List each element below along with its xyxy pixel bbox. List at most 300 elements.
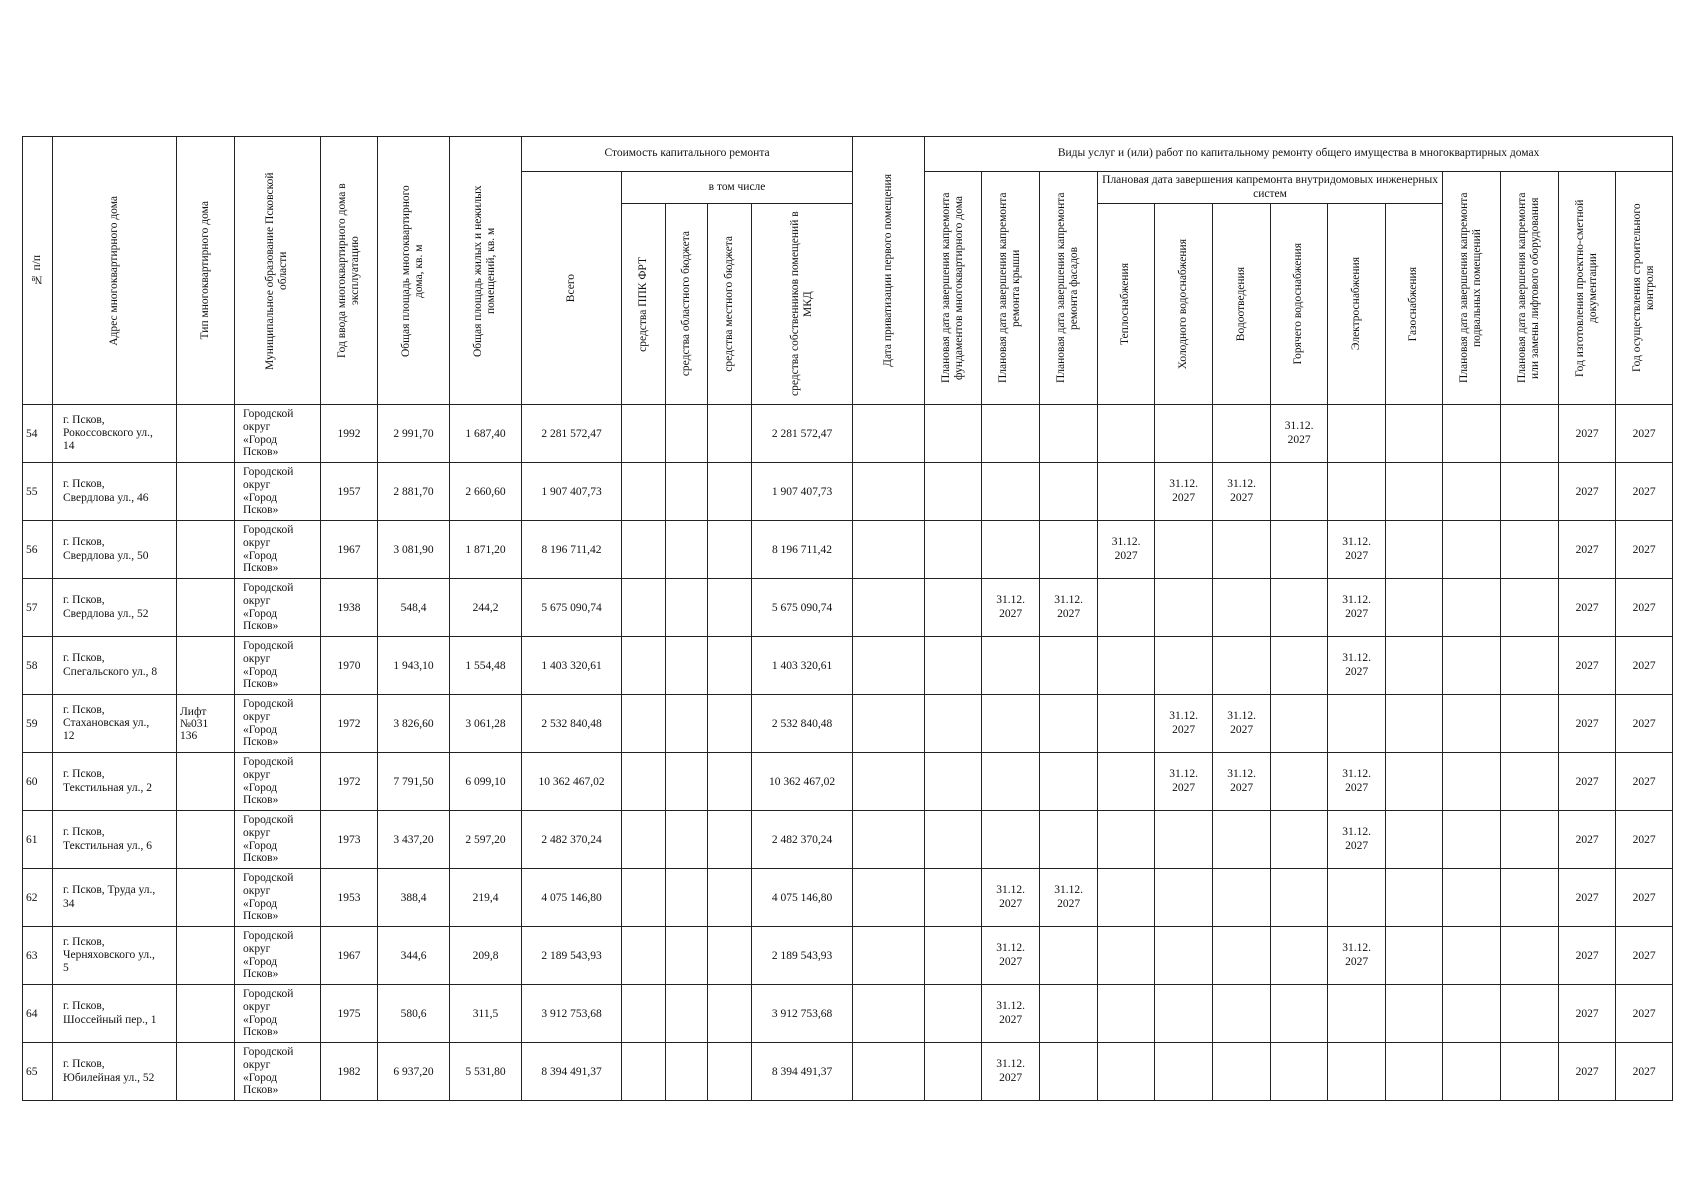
cell-sewer bbox=[1213, 579, 1271, 637]
table-row bbox=[23, 521, 1673, 579]
cell-ppk bbox=[622, 579, 666, 637]
cell-owners: 3 912 753,68 bbox=[752, 985, 853, 1043]
table-row bbox=[23, 405, 1673, 463]
cell-foundation bbox=[925, 521, 982, 579]
cell-type bbox=[177, 463, 235, 521]
cell-privat-date bbox=[853, 753, 925, 811]
header-address: Адрес многоквартирного дома bbox=[53, 137, 177, 405]
header-roof: Плановая дата завершения капремонта ремонта крыши bbox=[982, 172, 1040, 405]
cell-local bbox=[708, 521, 752, 579]
cell-hot-water: 31.12. 2027 bbox=[1271, 405, 1328, 463]
cell-basement bbox=[1443, 405, 1501, 463]
cell-year: 1967 bbox=[321, 927, 378, 985]
cell-line: г. Псков, bbox=[63, 652, 105, 665]
cell-address bbox=[53, 521, 177, 579]
cell-design-year: 2027 bbox=[1559, 405, 1616, 463]
cell-basement bbox=[1443, 463, 1501, 521]
cell-address bbox=[53, 405, 177, 463]
cell-year: 1957 bbox=[321, 463, 378, 521]
cell-line: «Город bbox=[243, 1013, 278, 1026]
cell-line: округ bbox=[243, 1000, 271, 1013]
cell-heat bbox=[1098, 985, 1155, 1043]
cell-cold-water bbox=[1155, 927, 1213, 985]
cell-type bbox=[177, 811, 235, 869]
cell-line: Городской bbox=[243, 640, 294, 653]
cell-living-area: 1 687,40 bbox=[450, 405, 522, 463]
cell-lift bbox=[1501, 753, 1559, 811]
cell-total: 1 403 320,61 bbox=[522, 637, 622, 695]
cell-gas bbox=[1386, 405, 1443, 463]
cell-line: округ bbox=[243, 884, 271, 897]
cell-construction-year: 2027 bbox=[1616, 521, 1673, 579]
cell-sewer bbox=[1213, 869, 1271, 927]
cell-electric: 31.12. 2027 bbox=[1328, 579, 1386, 637]
header-local: средства местного бюджета bbox=[708, 204, 752, 405]
cell-ppk bbox=[622, 521, 666, 579]
cell-line: округ bbox=[243, 652, 271, 665]
cell-regional bbox=[666, 811, 708, 869]
cell-construction-year: 2027 bbox=[1616, 927, 1673, 985]
cell-construction-year: 2027 bbox=[1616, 753, 1673, 811]
table-row bbox=[23, 811, 1673, 869]
header-num: № п/п bbox=[23, 137, 53, 405]
cell-construction-year: 2027 bbox=[1616, 1043, 1673, 1101]
cell-total-area: 3 437,20 bbox=[378, 811, 450, 869]
header-privatization-date: Дата приватизации первого помещения bbox=[853, 137, 925, 405]
cell-regional bbox=[666, 753, 708, 811]
cell-heat bbox=[1098, 927, 1155, 985]
cell-address bbox=[53, 869, 177, 927]
cell-cold-water bbox=[1155, 811, 1213, 869]
cell-cold-water: 31.12. 2027 bbox=[1155, 695, 1213, 753]
cell-privat-date bbox=[853, 405, 925, 463]
table-body bbox=[23, 405, 1673, 1101]
cell-line: Рокоссовского ул., bbox=[63, 426, 153, 439]
cell-address bbox=[53, 1043, 177, 1101]
cell-foundation bbox=[925, 637, 982, 695]
cell-living-area: 244,2 bbox=[450, 579, 522, 637]
cell-facade bbox=[1040, 811, 1098, 869]
header-type: Тип многоквартирного дома bbox=[177, 137, 235, 405]
cell-hot-water bbox=[1271, 1043, 1328, 1101]
cell-line: №031 bbox=[180, 717, 209, 730]
cell-sewer bbox=[1213, 927, 1271, 985]
cell-line: 5 bbox=[63, 962, 69, 975]
cell-line: округ bbox=[243, 710, 271, 723]
cell-line: Псков» bbox=[243, 446, 279, 459]
cell-municipality bbox=[235, 521, 321, 579]
header-facade: Плановая дата завершения капремонта ремонта фасадов bbox=[1040, 172, 1098, 405]
cell-privat-date bbox=[853, 579, 925, 637]
cell-line: округ bbox=[243, 594, 271, 607]
cell-total: 1 907 407,73 bbox=[522, 463, 622, 521]
cell-line: «Город bbox=[243, 781, 278, 794]
cell-type bbox=[177, 753, 235, 811]
cell-line: Спегальского ул., 8 bbox=[63, 665, 158, 678]
cell-regional bbox=[666, 521, 708, 579]
cell-num: 57 bbox=[23, 579, 53, 637]
cell-address bbox=[53, 753, 177, 811]
cell-address bbox=[53, 927, 177, 985]
cell-line: Псков» bbox=[243, 1084, 279, 1097]
cell-address bbox=[53, 637, 177, 695]
cell-sewer bbox=[1213, 405, 1271, 463]
cell-living-area: 6 099,10 bbox=[450, 753, 522, 811]
cell-line: Городской bbox=[243, 698, 294, 711]
cell-lift bbox=[1501, 695, 1559, 753]
cell-roof bbox=[982, 637, 1040, 695]
cell-cold-water: 31.12. 2027 bbox=[1155, 463, 1213, 521]
cell-foundation bbox=[925, 811, 982, 869]
cell-owners: 5 675 090,74 bbox=[752, 579, 853, 637]
cell-line: Городской bbox=[243, 872, 294, 885]
cell-living-area: 209,8 bbox=[450, 927, 522, 985]
cell-line: «Город bbox=[243, 955, 278, 968]
table-row bbox=[23, 463, 1673, 521]
cell-heat bbox=[1098, 753, 1155, 811]
cell-roof: 31.12. 2027 bbox=[982, 985, 1040, 1043]
cell-design-year: 2027 bbox=[1559, 463, 1616, 521]
cell-year: 1953 bbox=[321, 869, 378, 927]
cell-electric: 31.12. 2027 bbox=[1328, 811, 1386, 869]
cell-facade bbox=[1040, 985, 1098, 1043]
cell-electric bbox=[1328, 1043, 1386, 1101]
cell-line: 12 bbox=[63, 730, 75, 743]
cell-construction-year: 2027 bbox=[1616, 869, 1673, 927]
cell-line: 136 bbox=[180, 729, 198, 742]
cell-sewer bbox=[1213, 637, 1271, 695]
cell-sewer bbox=[1213, 985, 1271, 1043]
cell-ppk bbox=[622, 463, 666, 521]
cell-hot-water bbox=[1271, 985, 1328, 1043]
cell-design-year: 2027 bbox=[1559, 637, 1616, 695]
cell-design-year: 2027 bbox=[1559, 753, 1616, 811]
cell-local bbox=[708, 695, 752, 753]
header-lift: Плановая дата завершения капремонта или замены лифтового оборудования bbox=[1501, 172, 1559, 405]
cell-privat-date bbox=[853, 463, 925, 521]
cell-num: 65 bbox=[23, 1043, 53, 1101]
cell-basement bbox=[1443, 985, 1501, 1043]
cell-heat: 31.12. 2027 bbox=[1098, 521, 1155, 579]
cell-municipality bbox=[235, 579, 321, 637]
cell-line: «Город bbox=[243, 897, 278, 910]
table-row bbox=[23, 927, 1673, 985]
cell-gas bbox=[1386, 811, 1443, 869]
cell-living-area: 1 554,48 bbox=[450, 637, 522, 695]
cell-ppk bbox=[622, 985, 666, 1043]
cell-line: «Город bbox=[243, 491, 278, 504]
cell-total-area: 7 791,50 bbox=[378, 753, 450, 811]
header-foundation: Плановая дата завершения капремонта фундаментов многоквартирного дома bbox=[925, 172, 982, 405]
cell-sewer bbox=[1213, 1043, 1271, 1101]
cell-roof bbox=[982, 521, 1040, 579]
cell-foundation bbox=[925, 985, 982, 1043]
cell-line: Псков» bbox=[243, 968, 279, 981]
cell-regional bbox=[666, 985, 708, 1043]
header-basement: Плановая дата завершения капремонта подвальных помещений bbox=[1443, 172, 1501, 405]
cell-roof bbox=[982, 463, 1040, 521]
cell-living-area: 2 660,60 bbox=[450, 463, 522, 521]
header-gas: Газоснабжения bbox=[1386, 204, 1443, 405]
cell-facade bbox=[1040, 405, 1098, 463]
cell-hot-water bbox=[1271, 463, 1328, 521]
cell-electric: 31.12. 2027 bbox=[1328, 927, 1386, 985]
cell-gas bbox=[1386, 985, 1443, 1043]
cell-sewer: 31.12. 2027 bbox=[1213, 753, 1271, 811]
cell-design-year: 2027 bbox=[1559, 927, 1616, 985]
cell-line: Городской bbox=[243, 930, 294, 943]
header-year: Год ввода многоквартирного дома в эксплуатацию bbox=[321, 137, 378, 405]
cell-regional bbox=[666, 927, 708, 985]
cell-ppk bbox=[622, 811, 666, 869]
cell-local bbox=[708, 579, 752, 637]
cell-electric bbox=[1328, 695, 1386, 753]
cell-num: 59 bbox=[23, 695, 53, 753]
cell-heat bbox=[1098, 869, 1155, 927]
cell-basement bbox=[1443, 869, 1501, 927]
cell-line: Городской bbox=[243, 582, 294, 595]
cell-year: 1972 bbox=[321, 695, 378, 753]
cell-year: 1938 bbox=[321, 579, 378, 637]
cell-total: 2 281 572,47 bbox=[522, 405, 622, 463]
cell-construction-year: 2027 bbox=[1616, 637, 1673, 695]
cell-basement bbox=[1443, 695, 1501, 753]
cell-line: Псков» bbox=[243, 736, 279, 749]
cell-gas bbox=[1386, 1043, 1443, 1101]
cell-line: г. Псков, bbox=[63, 768, 105, 781]
header-sewer: Водоотведения bbox=[1213, 204, 1271, 405]
cell-design-year: 2027 bbox=[1559, 1043, 1616, 1101]
cell-total: 8 196 711,42 bbox=[522, 521, 622, 579]
cell-design-year: 2027 bbox=[1559, 811, 1616, 869]
cell-facade: 31.12. 2027 bbox=[1040, 579, 1098, 637]
cell-line: Псков» bbox=[243, 910, 279, 923]
cell-hot-water bbox=[1271, 695, 1328, 753]
cell-construction-year: 2027 bbox=[1616, 579, 1673, 637]
cell-type bbox=[177, 579, 235, 637]
cell-year: 1992 bbox=[321, 405, 378, 463]
cell-total-area: 3 081,90 bbox=[378, 521, 450, 579]
cell-lift bbox=[1501, 463, 1559, 521]
cell-owners: 4 075 146,80 bbox=[752, 869, 853, 927]
cell-type bbox=[177, 405, 235, 463]
table-row bbox=[23, 985, 1673, 1043]
cell-ppk bbox=[622, 695, 666, 753]
cell-cold-water: 31.12. 2027 bbox=[1155, 753, 1213, 811]
cell-living-area: 2 597,20 bbox=[450, 811, 522, 869]
cell-foundation bbox=[925, 1043, 982, 1101]
cell-owners: 8 394 491,37 bbox=[752, 1043, 853, 1101]
cell-basement bbox=[1443, 927, 1501, 985]
cell-line: Текстильная ул., 6 bbox=[63, 839, 153, 852]
cell-foundation bbox=[925, 579, 982, 637]
cell-regional bbox=[666, 869, 708, 927]
cell-facade bbox=[1040, 1043, 1098, 1101]
cell-roof bbox=[982, 811, 1040, 869]
cell-line: Городской bbox=[243, 814, 294, 827]
cell-roof bbox=[982, 753, 1040, 811]
cell-gas bbox=[1386, 521, 1443, 579]
cell-municipality bbox=[235, 463, 321, 521]
cell-electric bbox=[1328, 985, 1386, 1043]
cell-gas bbox=[1386, 637, 1443, 695]
cell-municipality bbox=[235, 695, 321, 753]
cell-heat bbox=[1098, 637, 1155, 695]
header-construction-year: Год осуществления строительного контроля bbox=[1616, 172, 1673, 405]
cell-total: 5 675 090,74 bbox=[522, 579, 622, 637]
cell-line: Городской bbox=[243, 756, 294, 769]
cell-ppk bbox=[622, 1043, 666, 1101]
header-systems-group: Плановая дата завершения капремонта внутридомовых инженерных систем bbox=[1098, 172, 1443, 204]
cell-privat-date bbox=[853, 811, 925, 869]
cell-cold-water bbox=[1155, 579, 1213, 637]
cell-privat-date bbox=[853, 637, 925, 695]
cell-owners: 2 482 370,24 bbox=[752, 811, 853, 869]
cell-line: Свердлова ул., 46 bbox=[63, 491, 149, 504]
cell-address bbox=[53, 985, 177, 1043]
cell-municipality bbox=[235, 927, 321, 985]
cell-line: «Город bbox=[243, 607, 278, 620]
cell-municipality bbox=[235, 869, 321, 927]
cell-type bbox=[177, 869, 235, 927]
cell-foundation bbox=[925, 869, 982, 927]
cell-gas bbox=[1386, 463, 1443, 521]
cell-line: г. Псков, Труда ул., bbox=[63, 884, 156, 897]
cell-line: Псков» bbox=[243, 504, 279, 517]
cell-gas bbox=[1386, 927, 1443, 985]
cell-num: 64 bbox=[23, 985, 53, 1043]
cell-total: 10 362 467,02 bbox=[522, 753, 622, 811]
cell-line: округ bbox=[243, 478, 271, 491]
cell-num: 63 bbox=[23, 927, 53, 985]
cell-line: Текстильная ул., 2 bbox=[63, 781, 153, 794]
cell-line: округ bbox=[243, 536, 271, 549]
cell-line: округ bbox=[243, 826, 271, 839]
cell-owners: 2 281 572,47 bbox=[752, 405, 853, 463]
cell-num: 54 bbox=[23, 405, 53, 463]
cell-owners: 1 907 407,73 bbox=[752, 463, 853, 521]
cell-owners: 1 403 320,61 bbox=[752, 637, 853, 695]
cell-sewer bbox=[1213, 521, 1271, 579]
cell-local bbox=[708, 927, 752, 985]
cell-privat-date bbox=[853, 1043, 925, 1101]
cell-line: Городской bbox=[243, 408, 294, 421]
header-cold-water: Холодного водоснабжения bbox=[1155, 204, 1213, 405]
cell-line: г. Псков, bbox=[63, 935, 105, 948]
cell-living-area: 3 061,28 bbox=[450, 695, 522, 753]
cell-hot-water bbox=[1271, 811, 1328, 869]
cell-municipality bbox=[235, 637, 321, 695]
cell-construction-year: 2027 bbox=[1616, 985, 1673, 1043]
cell-regional bbox=[666, 695, 708, 753]
cell-living-area: 219,4 bbox=[450, 869, 522, 927]
cell-line: г. Псков, bbox=[63, 1058, 105, 1071]
cell-local bbox=[708, 811, 752, 869]
cell-gas bbox=[1386, 579, 1443, 637]
cell-line: Свердлова ул., 50 bbox=[63, 549, 149, 562]
cell-cold-water bbox=[1155, 405, 1213, 463]
cell-total-area: 2 991,70 bbox=[378, 405, 450, 463]
cell-heat bbox=[1098, 405, 1155, 463]
cell-facade bbox=[1040, 753, 1098, 811]
cell-lift bbox=[1501, 811, 1559, 869]
cell-total-area: 6 937,20 bbox=[378, 1043, 450, 1101]
header-owners: средства собственников помещений в МКД bbox=[752, 204, 853, 405]
cell-foundation bbox=[925, 405, 982, 463]
cell-design-year: 2027 bbox=[1559, 695, 1616, 753]
cell-privat-date bbox=[853, 695, 925, 753]
table-row bbox=[23, 579, 1673, 637]
cell-type bbox=[177, 521, 235, 579]
cell-line: Псков» bbox=[243, 794, 279, 807]
cell-foundation bbox=[925, 927, 982, 985]
cell-privat-date bbox=[853, 985, 925, 1043]
cell-address bbox=[53, 695, 177, 753]
cell-design-year: 2027 bbox=[1559, 521, 1616, 579]
cell-year: 1982 bbox=[321, 1043, 378, 1101]
cell-line: «Город bbox=[243, 433, 278, 446]
cell-num: 55 bbox=[23, 463, 53, 521]
cell-year: 1970 bbox=[321, 637, 378, 695]
cell-regional bbox=[666, 463, 708, 521]
cell-construction-year: 2027 bbox=[1616, 463, 1673, 521]
cell-ppk bbox=[622, 637, 666, 695]
capital-repair-table bbox=[22, 136, 1673, 1101]
cell-line: г. Псков, bbox=[63, 703, 105, 716]
cell-line: Городской bbox=[243, 1046, 294, 1059]
cell-facade: 31.12. 2027 bbox=[1040, 869, 1098, 927]
cell-lift bbox=[1501, 1043, 1559, 1101]
cell-sewer bbox=[1213, 811, 1271, 869]
cell-total-area: 344,6 bbox=[378, 927, 450, 985]
cell-ppk bbox=[622, 927, 666, 985]
cell-heat bbox=[1098, 811, 1155, 869]
cell-line: «Город bbox=[243, 1071, 278, 1084]
cell-electric bbox=[1328, 463, 1386, 521]
table-header bbox=[23, 137, 1673, 405]
cell-type bbox=[177, 1043, 235, 1101]
header-regional: средства областного бюджета bbox=[666, 204, 708, 405]
cell-facade bbox=[1040, 637, 1098, 695]
header-cost-group: Стоимость капитального ремонта bbox=[522, 137, 853, 172]
header-total: Всего bbox=[522, 172, 622, 405]
cell-num: 58 bbox=[23, 637, 53, 695]
cell-line: 14 bbox=[63, 440, 75, 453]
cell-line: Шоссейный пер., 1 bbox=[63, 1013, 157, 1026]
cell-lift bbox=[1501, 869, 1559, 927]
cell-facade bbox=[1040, 927, 1098, 985]
cell-design-year: 2027 bbox=[1559, 869, 1616, 927]
header-living-area: Общая площадь жилых и нежилых помещений, кв. м bbox=[450, 137, 522, 405]
cell-year: 1973 bbox=[321, 811, 378, 869]
cell-facade bbox=[1040, 695, 1098, 753]
cell-heat bbox=[1098, 463, 1155, 521]
cell-foundation bbox=[925, 753, 982, 811]
cell-electric bbox=[1328, 869, 1386, 927]
cell-total-area: 388,4 bbox=[378, 869, 450, 927]
cell-gas bbox=[1386, 869, 1443, 927]
cell-total-area: 580,6 bbox=[378, 985, 450, 1043]
cell-regional bbox=[666, 637, 708, 695]
cell-construction-year: 2027 bbox=[1616, 695, 1673, 753]
header-municipality: Муниципальное образование Псковской области bbox=[235, 137, 321, 405]
cell-basement bbox=[1443, 1043, 1501, 1101]
cell-basement bbox=[1443, 579, 1501, 637]
cell-ppk bbox=[622, 405, 666, 463]
cell-hot-water bbox=[1271, 753, 1328, 811]
cell-lift bbox=[1501, 637, 1559, 695]
cell-num: 60 bbox=[23, 753, 53, 811]
